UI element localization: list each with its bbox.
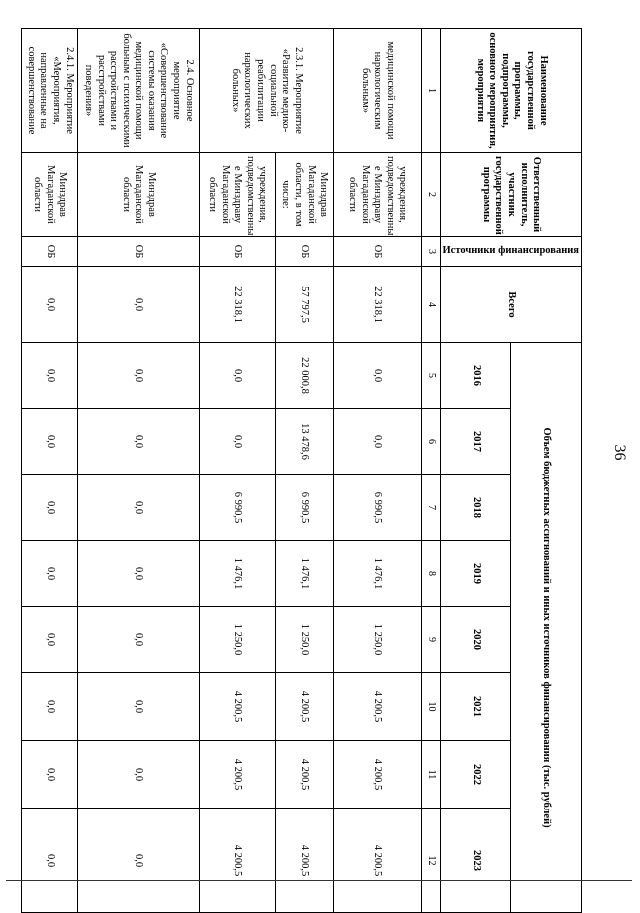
row-value: 0,0 (22, 607, 77, 673)
row-value: 4 200,5 (199, 741, 275, 809)
table-row (22, 29, 77, 913)
row-value: 0,0 (22, 673, 77, 741)
row-value: 4 200,5 (333, 741, 421, 809)
row-value: 4 200,5 (275, 673, 333, 741)
row-value: 0,0 (77, 607, 199, 673)
column-number: 2 (421, 153, 440, 237)
row-name: 2.4. Основное мероприятие «Совершенствование системы оказания медицинской помощи больным с психическими расстройствами и расстройствами поведения» (77, 29, 199, 153)
column-number: 5 (421, 343, 440, 409)
row-value: 1 250,0 (199, 607, 275, 673)
row-value: 1 476,1 (275, 541, 333, 607)
column-numbers-row (421, 29, 440, 913)
row-value: 13 478,6 (275, 409, 333, 475)
row-value: 0,0 (22, 809, 77, 913)
row-source: ОБ (22, 237, 77, 267)
row-responsible: Минздрав Магаданской области (77, 153, 199, 237)
row-total: 0,0 (22, 267, 77, 343)
row-value: 0,0 (77, 673, 199, 741)
row-value: 0,0 (77, 541, 199, 607)
table-row (333, 29, 421, 913)
column-number: 3 (421, 237, 440, 267)
year-header: 2022 (440, 741, 511, 809)
row-responsible: учреждения, подведомственны е Минздраву Магаданской области (333, 153, 421, 237)
row-total: 0,0 (77, 267, 199, 343)
row-value: 4 200,5 (199, 673, 275, 741)
scan-edge-line (6, 880, 632, 881)
row-value: 0,0 (77, 343, 199, 409)
row-value: 1 476,1 (199, 541, 275, 607)
year-header: 2017 (440, 409, 511, 475)
column-number: 6 (421, 409, 440, 475)
header-funding: Объем бюджетных ассигнований и иных источников финансирования (тыс. рублей) (511, 343, 582, 913)
row-source: ОБ (275, 237, 333, 267)
row-value: 22 000,8 (275, 343, 333, 409)
row-value: 0,0 (77, 475, 199, 541)
row-value: 1 476,1 (333, 541, 421, 607)
row-value: 1 250,0 (275, 607, 333, 673)
row-value: 0,0 (22, 475, 77, 541)
row-responsible: Минздрав Магаданской области (22, 153, 77, 237)
row-value: 6 990,5 (199, 475, 275, 541)
row-total: 22 318,1 (333, 267, 421, 343)
column-number: 8 (421, 541, 440, 607)
row-source: ОБ (333, 237, 421, 267)
row-value: 0,0 (333, 409, 421, 475)
year-header: 2021 (440, 673, 511, 741)
header-source (440, 237, 581, 267)
row-total: 22 318,1 (199, 267, 275, 343)
column-number: 11 (421, 741, 440, 809)
page-number: 36 (611, 444, 628, 461)
column-number: 1 (421, 29, 440, 153)
row-value: 0,0 (22, 343, 77, 409)
row-value: 0,0 (199, 343, 275, 409)
row-name: медицинской помощи наркологическим больным» (333, 29, 421, 153)
row-total: 57 797,5 (275, 267, 333, 343)
header-responsible: Ответственный исполнитель, участник государственной программы (440, 153, 581, 237)
row-value: 4 200,5 (333, 673, 421, 741)
row-value: 4 200,5 (275, 809, 333, 913)
header-total: Всего (440, 267, 581, 343)
column-number: 7 (421, 475, 440, 541)
header-row-1 (511, 29, 582, 913)
row-source: ОБ (199, 237, 275, 267)
row-value: 0,0 (77, 809, 199, 913)
year-header: 2016 (440, 343, 511, 409)
year-header: 2023 (440, 809, 511, 913)
row-value: 6 990,5 (333, 475, 421, 541)
row-value: 6 990,5 (275, 475, 333, 541)
row-responsible: Минздрав Магаданской области, в том числе: (275, 153, 333, 237)
row-value: 0,0 (77, 409, 199, 475)
funding-table (21, 28, 582, 913)
row-value: 1 250,0 (333, 607, 421, 673)
column-number: 12 (421, 809, 440, 913)
table-row (275, 29, 333, 913)
row-value: 0,0 (333, 343, 421, 409)
table-row (199, 29, 275, 913)
header-name: Наименование государственной программы, подпрограммы, основного мероприятия, мероприятия (440, 29, 581, 153)
row-responsible: учреждения, подведомственны е Минздраву Магаданской области (199, 153, 275, 237)
row-value: 4 200,5 (199, 809, 275, 913)
row-value: 0,0 (199, 409, 275, 475)
row-source: ОБ (77, 237, 199, 267)
row-value: 4 200,5 (275, 741, 333, 809)
year-header: 2019 (440, 541, 511, 607)
table-row (77, 29, 199, 913)
year-header: 2018 (440, 475, 511, 541)
year-header: 2020 (440, 607, 511, 673)
column-number: 4 (421, 267, 440, 343)
row-value: 0,0 (22, 741, 77, 809)
row-value: 0,0 (22, 541, 77, 607)
column-number: 9 (421, 607, 440, 673)
row-name: 2.4.1. Мероприятие «Мероприятия, направленные на совершенствование (22, 29, 77, 153)
row-value: 4 200,5 (333, 809, 421, 913)
row-value: 0,0 (22, 409, 77, 475)
column-number: 10 (421, 673, 440, 741)
header-source-label: Источники финансирования (442, 245, 579, 257)
row-name: 2.3.1. Мероприятие «Развитие медико-социальной реабилитации наркологических больных» (199, 29, 333, 153)
row-value: 0,0 (77, 741, 199, 809)
